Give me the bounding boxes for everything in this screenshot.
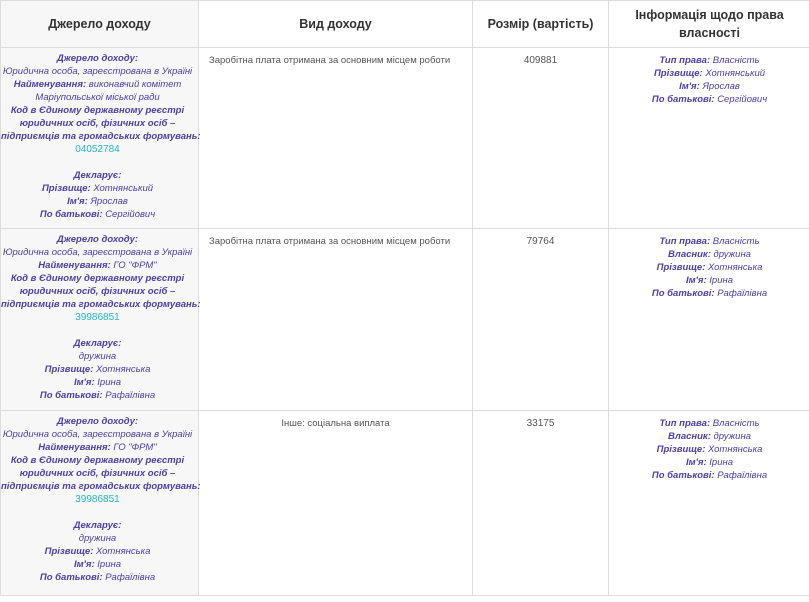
code-label-line3: підприємців та громадських формувань: [1, 481, 201, 492]
registry-code-link[interactable]: 39986851 [75, 312, 120, 323]
income-type-cell [199, 411, 473, 596]
owner-surname-label: Прізвище: [656, 444, 706, 455]
declarant-surname: Хотнянська [96, 364, 151, 375]
code-label-line1: Код в Єдиному державному реєстрі [10, 455, 185, 466]
org-name-line1: ГО "ФРМ" [113, 442, 157, 453]
amount-cell [473, 229, 609, 411]
source-cell [1, 229, 199, 411]
patronymic-label: По батькові: [39, 209, 103, 220]
owner-first-name: Ірина [709, 275, 734, 286]
first-name-label: Ім'я: [73, 559, 95, 570]
name-label: Найменування: [13, 79, 87, 90]
owner-first-name-label: Ім'я: [685, 275, 707, 286]
header-ownership-info [609, 1, 809, 48]
declarant-first-name: Ярослав [90, 196, 128, 207]
owner-patronymic-label: По батькові: [651, 94, 715, 105]
income-type-cell [199, 48, 473, 229]
name-label: Найменування: [38, 442, 111, 453]
declarant-label: Декларує: [73, 338, 122, 349]
registry-code-link[interactable]: 04052784 [75, 144, 120, 155]
owner-first-name-label: Ім'я: [679, 81, 700, 92]
right-type-label: Тип права: [659, 418, 711, 429]
source-label: Джерело доходу: [56, 53, 139, 64]
amount-value: 33175 [526, 418, 555, 429]
declarant-patronymic: Рафаїлівна [105, 390, 156, 401]
source-cell [1, 48, 199, 229]
header-ownership-line1: Інформація щодо права [635, 8, 784, 22]
code-label-line1: Код в Єдиному державному реєстрі [10, 273, 185, 284]
owner-patronymic: Рафаїлівна [717, 470, 768, 481]
name-label: Найменування: [38, 260, 111, 271]
header-amount: Розмір (вартість) [473, 1, 609, 48]
code-label-line2: юридичних осіб, фізичних осіб – [19, 468, 176, 479]
declarant-surname: Хотнянський [93, 183, 154, 194]
owner-label: Власник: [668, 249, 711, 260]
patronymic-label: По батькові: [39, 572, 103, 583]
income-type: Заробітна плата отримана за основним місцем роботи [209, 236, 451, 247]
declarant-patronymic: Рафаїлівна [105, 572, 156, 583]
declarant-relation: дружина [78, 351, 117, 362]
ownership-cell [609, 48, 809, 229]
header-source: Джерело доходу [1, 1, 199, 48]
code-label-line1: Код в Єдиному державному реєстрі [10, 105, 185, 116]
table-row [1, 411, 809, 596]
source-type: Юридична особа, зареєстрована в Україні [2, 247, 193, 258]
right-type-label: Тип права: [659, 236, 711, 247]
patronymic-label: По батькові: [39, 390, 103, 401]
declarant-patronymic: Сергійович [105, 209, 156, 220]
header-row [1, 1, 809, 48]
ownership-cell [609, 411, 809, 596]
amount-value: 79764 [526, 236, 555, 247]
owner-surname-label: Прізвище: [653, 68, 703, 79]
surname-label: Прізвище: [44, 364, 94, 375]
owner-surname: Хотнянська [708, 262, 763, 273]
right-type-value: Власність [712, 418, 760, 429]
amount-value: 409881 [523, 55, 558, 66]
source-type: Юридична особа, зареєстрована в Україні [2, 66, 193, 77]
owner-patronymic-label: По батькові: [651, 470, 715, 481]
source-label: Джерело доходу: [56, 234, 139, 245]
declarant-surname: Хотнянська [96, 546, 151, 557]
income-type: Заробітна плата отримана за основним місцем роботи [209, 55, 451, 66]
source-cell [1, 411, 199, 596]
right-type-value: Власність [712, 55, 760, 66]
owner-first-name: Ірина [709, 457, 734, 468]
owner-first-name: Ярослав [702, 81, 740, 92]
org-name-line1: ГО "ФРМ" [113, 260, 157, 271]
first-name-label: Ім'я: [73, 377, 95, 388]
owner-patronymic-label: По батькові: [651, 288, 715, 299]
first-name-label: Ім'я: [67, 196, 88, 207]
code-label-line2: юридичних осіб, фізичних осіб – [19, 118, 176, 129]
registry-code-link[interactable]: 39986851 [75, 494, 120, 505]
owner-patronymic: Рафаїлівна [717, 288, 768, 299]
declarant-label: Декларує: [73, 170, 122, 181]
surname-label: Прізвище: [44, 546, 94, 557]
amount-cell [473, 48, 609, 229]
declarant-relation: дружина [78, 533, 117, 544]
owner-first-name-label: Ім'я: [685, 457, 707, 468]
code-label-line2: юридичних осіб, фізичних осіб – [19, 286, 176, 297]
right-type-label: Тип права: [659, 55, 711, 66]
source-type: Юридична особа, зареєстрована в Україні [2, 429, 193, 440]
owner-patronymic: Сергійович [717, 94, 768, 105]
owner-surname: Хотнянський [705, 68, 766, 79]
owner-label: Власник: [668, 431, 711, 442]
owner-relation: дружина [713, 249, 751, 260]
table-row [1, 48, 809, 229]
source-label: Джерело доходу: [56, 416, 139, 427]
declarant-first-name: Ірина [97, 377, 122, 388]
owner-surname-label: Прізвище: [656, 262, 706, 273]
header-ownership-line2: власності [679, 26, 740, 40]
surname-label: Прізвище: [41, 183, 91, 194]
declarant-label: Декларує: [73, 520, 122, 531]
code-label-line3: підприємців та громадських формувань: [1, 131, 201, 142]
org-name-line1: виконавчий комітет [88, 79, 182, 90]
code-label-line3: підприємців та громадських формувань: [1, 299, 201, 310]
table-row [1, 229, 809, 411]
ownership-cell [609, 229, 809, 411]
owner-surname: Хотнянська [708, 444, 763, 455]
amount-cell [473, 411, 609, 596]
owner-relation: дружина [713, 431, 751, 442]
org-name-line2: Маріупольської міської ради [35, 92, 160, 103]
header-income-type: Вид доходу [199, 1, 473, 48]
declarant-first-name: Ірина [97, 559, 122, 570]
income-type-cell [199, 229, 473, 411]
income-type: Інше: соціальна виплата [281, 418, 390, 429]
right-type-value: Власність [712, 236, 760, 247]
